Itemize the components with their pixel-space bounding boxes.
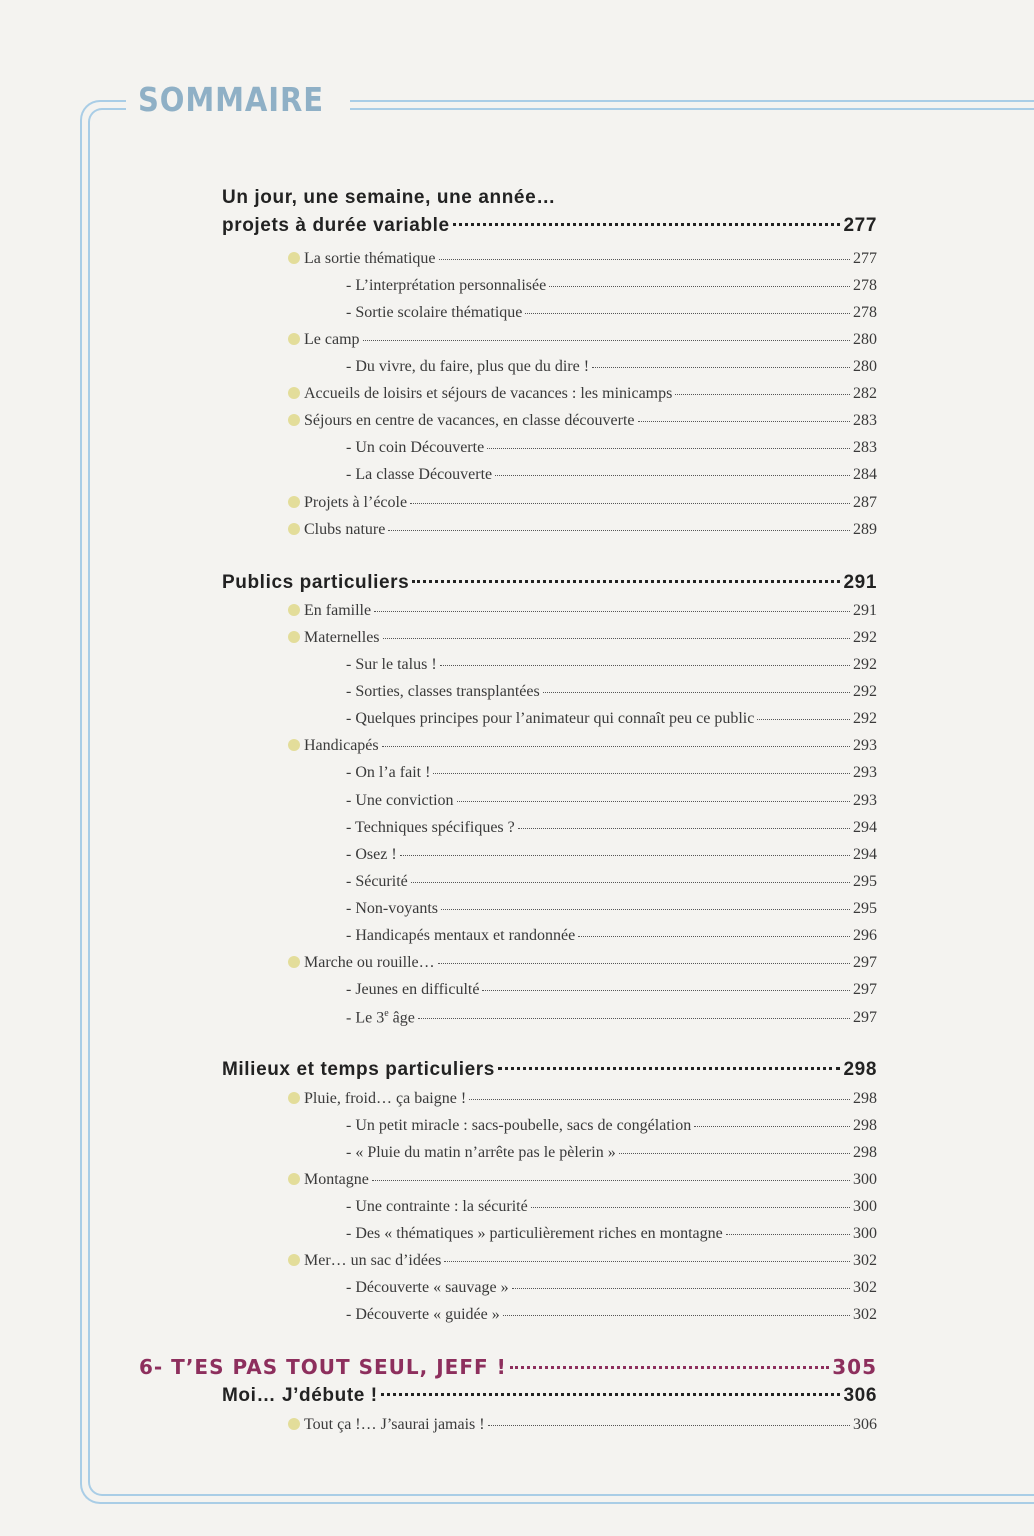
entry-text: - Un petit miracle : sacs-poubelle, sacs de congélation xyxy=(346,1117,692,1134)
page-number: 305 xyxy=(832,1355,877,1379)
entry-label xyxy=(346,1008,415,1027)
bullet-dot-icon xyxy=(288,604,300,616)
subsection-entry[interactable] xyxy=(288,1252,877,1270)
entry-label xyxy=(288,331,360,349)
entry-text: - Techniques spécifiques ? xyxy=(346,819,515,836)
page-number: 295 xyxy=(853,900,877,917)
page-number: 277 xyxy=(853,250,877,267)
section-entry[interactable] xyxy=(222,1385,877,1407)
bullet-dot-icon xyxy=(288,1173,300,1185)
section-entry[interactable] xyxy=(222,572,877,594)
subsubsection-entry[interactable] xyxy=(346,683,877,701)
subsubsection-entry[interactable] xyxy=(346,1198,877,1216)
entry-text: - Non-voyants xyxy=(346,900,438,917)
entry-label xyxy=(346,1279,509,1297)
entry-text: - Handicapés mentaux et randonnée xyxy=(346,927,576,944)
dot-leader xyxy=(512,1288,850,1289)
entry-label xyxy=(288,250,436,268)
page-number: 293 xyxy=(853,792,877,809)
subsection-entry[interactable] xyxy=(288,331,877,349)
entry-label xyxy=(346,656,437,674)
subsection-entry[interactable] xyxy=(288,1171,877,1189)
subsubsection-entry[interactable] xyxy=(346,873,877,891)
dot-leader xyxy=(543,692,850,693)
page-number: 282 xyxy=(853,385,877,402)
entry-label xyxy=(346,819,515,837)
entry-text: - Un coin Découverte xyxy=(346,439,485,456)
subsection-entry[interactable] xyxy=(288,250,877,268)
dot-leader xyxy=(383,638,850,639)
entry-label xyxy=(288,521,385,539)
page-number: 283 xyxy=(853,439,877,456)
bullet-dot-icon xyxy=(288,1418,300,1430)
entry-text: - Une conviction xyxy=(346,792,454,809)
entry-text: - L’interprétation personnalisée xyxy=(346,277,547,294)
entry-text: - Des « thématiques » particulièrement riches en montagne xyxy=(346,1225,723,1242)
subsection-entry[interactable] xyxy=(288,737,877,755)
subsubsection-entry[interactable] xyxy=(346,819,877,837)
entry-text: - Quelques principes pour l’animateur qui connaît peu ce public xyxy=(346,710,755,727)
dot-leader xyxy=(433,773,850,774)
entry-text: - « Pluie du matin n’arrête pas le pèlerin » xyxy=(346,1144,616,1161)
subsubsection-entry[interactable] xyxy=(346,358,877,376)
page-title: SOMMAIRE xyxy=(138,80,324,119)
page-number: 297 xyxy=(853,981,877,998)
superscript: e xyxy=(384,1008,389,1019)
entry-label xyxy=(288,1416,485,1434)
entry-text: Pluie, froid… ça baigne ! xyxy=(304,1090,467,1107)
entry-label xyxy=(346,466,492,484)
entry-text: Projets à l’école xyxy=(304,494,408,511)
page-number: 306 xyxy=(853,1416,877,1433)
subsubsection-entry[interactable] xyxy=(346,927,877,945)
entry-text: - Sortie scolaire thématique xyxy=(346,304,523,321)
dot-leader xyxy=(372,1180,850,1181)
subsubsection-entry[interactable] xyxy=(346,1144,877,1162)
entry-text: Handicapés xyxy=(304,737,379,754)
page-number: 295 xyxy=(853,873,877,890)
entry-label xyxy=(346,710,754,728)
page-number: 298 xyxy=(843,1059,877,1080)
dot-leader xyxy=(388,530,850,531)
entry-label xyxy=(346,1198,528,1216)
bullet-dot-icon xyxy=(288,631,300,643)
page-number: 278 xyxy=(853,304,877,321)
entry-text: Maternelles xyxy=(304,629,380,646)
dot-leader xyxy=(441,909,850,910)
bullet-dot-icon xyxy=(288,1254,300,1266)
entry-label xyxy=(346,900,438,918)
entry-label xyxy=(346,1144,616,1162)
dot-leader xyxy=(487,448,850,449)
page-number: 292 xyxy=(853,629,877,646)
entry-text: Accueils de loisirs et séjours de vacances : les minicamps xyxy=(304,385,673,402)
dot-leader xyxy=(578,936,850,937)
dot-leader xyxy=(412,580,840,583)
subsection-entry[interactable] xyxy=(288,521,877,539)
entry-text: Clubs nature xyxy=(304,521,386,538)
subsection-entry[interactable] xyxy=(288,629,877,647)
entry-label xyxy=(346,927,575,945)
entry-label xyxy=(288,1090,466,1108)
entry-label xyxy=(288,602,371,620)
dot-leader xyxy=(439,259,850,260)
dot-leader xyxy=(498,1067,841,1070)
entry-label xyxy=(222,572,409,594)
page-number: 291 xyxy=(853,602,877,619)
dot-leader xyxy=(675,394,850,395)
section-heading-line: Un jour, une semaine, une année… xyxy=(222,187,556,208)
entry-text-after: âge xyxy=(388,1009,415,1027)
entry-label xyxy=(222,215,450,237)
subsubsection-entry[interactable] xyxy=(346,764,877,782)
page-number: 294 xyxy=(853,819,877,836)
dot-leader xyxy=(549,286,850,287)
section-entry[interactable] xyxy=(222,215,877,237)
entry-text: - Du vivre, du faire, plus que du dire ! xyxy=(346,358,590,375)
entry-text: - On l’a fait ! xyxy=(346,764,431,781)
page-number: 284 xyxy=(853,466,877,483)
subsection-entry[interactable] xyxy=(288,954,877,972)
entry-label xyxy=(346,846,397,864)
page-number: 300 xyxy=(853,1171,877,1188)
dot-leader xyxy=(457,801,850,802)
page-number: 297 xyxy=(853,1009,877,1027)
subsubsection-entry[interactable] xyxy=(346,656,877,674)
entry-text: Séjours en centre de vacances, en classe découverte xyxy=(304,412,635,429)
dot-leader xyxy=(363,340,850,341)
dot-leader xyxy=(440,665,850,666)
page-number: 292 xyxy=(853,656,877,673)
entry-text: - Sorties, classes transplantées xyxy=(346,683,540,700)
page-number: 298 xyxy=(853,1090,877,1107)
page-number: 302 xyxy=(853,1279,877,1296)
subsubsection-entry[interactable] xyxy=(346,1306,877,1324)
bullet-dot-icon xyxy=(288,496,300,508)
page-number: 280 xyxy=(853,331,877,348)
entry-label xyxy=(346,304,522,322)
entry-text: - La classe Découverte xyxy=(346,466,493,483)
entry-label xyxy=(346,1117,691,1135)
page-number: 298 xyxy=(853,1117,877,1134)
entry-text: La sortie thématique xyxy=(304,250,436,267)
entry-label xyxy=(222,1385,378,1407)
entry-text: Moi… J’débute ! xyxy=(222,1385,378,1406)
entry-label xyxy=(288,1171,369,1189)
page-number: 293 xyxy=(853,764,877,781)
subsection-entry[interactable] xyxy=(288,412,877,430)
subsubsection-entry[interactable] xyxy=(346,1117,877,1135)
page-number: 306 xyxy=(843,1385,877,1406)
subsection-entry[interactable] xyxy=(288,1416,877,1434)
entry-label xyxy=(288,494,407,512)
page-number: 283 xyxy=(853,412,877,429)
entry-text: Tout ça !… J’saurai jamais ! xyxy=(304,1416,485,1433)
bullet-dot-icon xyxy=(288,1092,300,1104)
page-number: 297 xyxy=(853,954,877,971)
section-entry[interactable] xyxy=(222,1059,877,1081)
dot-leader xyxy=(638,421,851,422)
subsubsection-entry[interactable] xyxy=(346,981,877,999)
subsection-entry[interactable] xyxy=(288,385,877,403)
dot-leader xyxy=(619,1153,850,1154)
entry-label xyxy=(346,683,540,701)
subsection-entry[interactable] xyxy=(288,494,877,512)
dot-leader xyxy=(518,828,850,829)
page-number: 277 xyxy=(843,215,877,236)
dot-leader xyxy=(592,367,850,368)
dot-leader xyxy=(469,1099,850,1100)
entry-text: Montagne xyxy=(304,1171,369,1188)
page-number: 291 xyxy=(843,572,877,593)
dot-leader xyxy=(381,1393,841,1396)
dot-leader xyxy=(757,719,850,720)
entry-text: Le camp xyxy=(304,331,360,348)
entry-text: - Une contrainte : la sécurité xyxy=(346,1198,528,1215)
dot-leader xyxy=(531,1207,850,1208)
bullet-dot-icon xyxy=(288,252,300,264)
entry-label xyxy=(346,439,484,457)
dot-leader xyxy=(382,746,850,747)
entry-label xyxy=(288,737,379,755)
subsubsection-entry[interactable] xyxy=(346,304,877,322)
entry-text: - Sur le talus ! xyxy=(346,656,437,673)
bullet-dot-icon xyxy=(288,739,300,751)
subsubsection-entry[interactable] xyxy=(346,439,877,457)
dot-leader xyxy=(374,611,850,612)
entry-text: - Le 3 xyxy=(346,1009,385,1027)
entry-label xyxy=(288,412,635,430)
dot-leader xyxy=(410,503,850,504)
subsubsection-entry[interactable] xyxy=(346,1008,877,1027)
entry-label xyxy=(346,764,430,782)
entry-label xyxy=(288,954,435,972)
entry-label xyxy=(346,277,546,295)
page-number: 296 xyxy=(853,927,877,944)
dot-leader xyxy=(482,990,850,991)
bullet-dot-icon xyxy=(288,956,300,968)
page-number: 280 xyxy=(853,358,877,375)
dot-leader xyxy=(438,963,850,964)
entry-label xyxy=(346,873,408,891)
dot-leader xyxy=(503,1315,850,1316)
page-number: 298 xyxy=(853,1144,877,1161)
entry-text: projets à durée variable xyxy=(222,215,450,236)
dot-leader xyxy=(411,882,850,883)
chapter-entry[interactable] xyxy=(139,1355,877,1379)
entry-label xyxy=(288,629,380,647)
dot-leader xyxy=(694,1126,850,1127)
page-number: 289 xyxy=(853,521,877,538)
subsubsection-entry[interactable] xyxy=(346,277,877,295)
subsubsection-entry[interactable] xyxy=(346,1279,877,1297)
dot-leader xyxy=(400,855,850,856)
page-number: 302 xyxy=(853,1252,877,1269)
page-number: 302 xyxy=(853,1306,877,1323)
entry-text: - Osez ! xyxy=(346,846,397,863)
entry-label xyxy=(222,1059,495,1081)
dot-leader xyxy=(726,1234,850,1235)
subsubsection-entry[interactable] xyxy=(346,710,877,728)
page-number: 294 xyxy=(853,846,877,863)
page-number: 300 xyxy=(853,1225,877,1242)
entry-text: - Découverte « sauvage » xyxy=(346,1279,509,1296)
entry-label xyxy=(288,385,672,403)
subsubsection-entry[interactable] xyxy=(346,846,877,864)
dot-leader xyxy=(525,313,850,314)
dot-leader xyxy=(444,1261,850,1262)
bullet-dot-icon xyxy=(288,387,300,399)
page-number: 300 xyxy=(853,1198,877,1215)
dot-leader xyxy=(488,1425,850,1426)
entry-label xyxy=(346,1225,723,1243)
subsubsection-entry[interactable] xyxy=(346,792,877,810)
dot-leader xyxy=(453,223,841,226)
subsubsection-entry[interactable] xyxy=(346,900,877,918)
bullet-dot-icon xyxy=(288,414,300,426)
entry-text: - Découverte « guidée » xyxy=(346,1306,500,1323)
entry-label xyxy=(346,1306,500,1324)
subsubsection-entry[interactable] xyxy=(346,1225,877,1243)
page-number: 293 xyxy=(853,737,877,754)
entry-text: En famille xyxy=(304,602,372,619)
bullet-dot-icon xyxy=(288,523,300,535)
entry-label xyxy=(288,1252,441,1270)
dot-leader xyxy=(495,475,850,476)
entry-text: Mer… un sac d’idées xyxy=(304,1252,442,1269)
entry-text: - Sécurité xyxy=(346,873,408,890)
entry-text: 6- T’ES PAS TOUT SEUL, JEFF ! xyxy=(139,1355,507,1379)
entry-label xyxy=(139,1355,507,1379)
dot-leader xyxy=(510,1366,830,1369)
subsection-entry[interactable] xyxy=(288,602,877,620)
bullet-dot-icon xyxy=(288,333,300,345)
entry-text: Marche ou rouille… xyxy=(304,954,435,971)
dot-leader xyxy=(418,1018,850,1019)
subsubsection-entry[interactable] xyxy=(346,466,877,484)
entry-label xyxy=(346,358,589,376)
page-number: 292 xyxy=(853,683,877,700)
entry-text: Milieux et temps particuliers xyxy=(222,1059,495,1080)
page-number: 278 xyxy=(853,277,877,294)
entry-label xyxy=(346,792,454,810)
page-number: 287 xyxy=(853,494,877,511)
page-number: 292 xyxy=(853,710,877,727)
entry-text: - Jeunes en difficulté xyxy=(346,981,480,998)
entry-text: Publics particuliers xyxy=(222,572,410,593)
entry-label xyxy=(346,981,479,999)
subsection-entry[interactable] xyxy=(288,1090,877,1108)
